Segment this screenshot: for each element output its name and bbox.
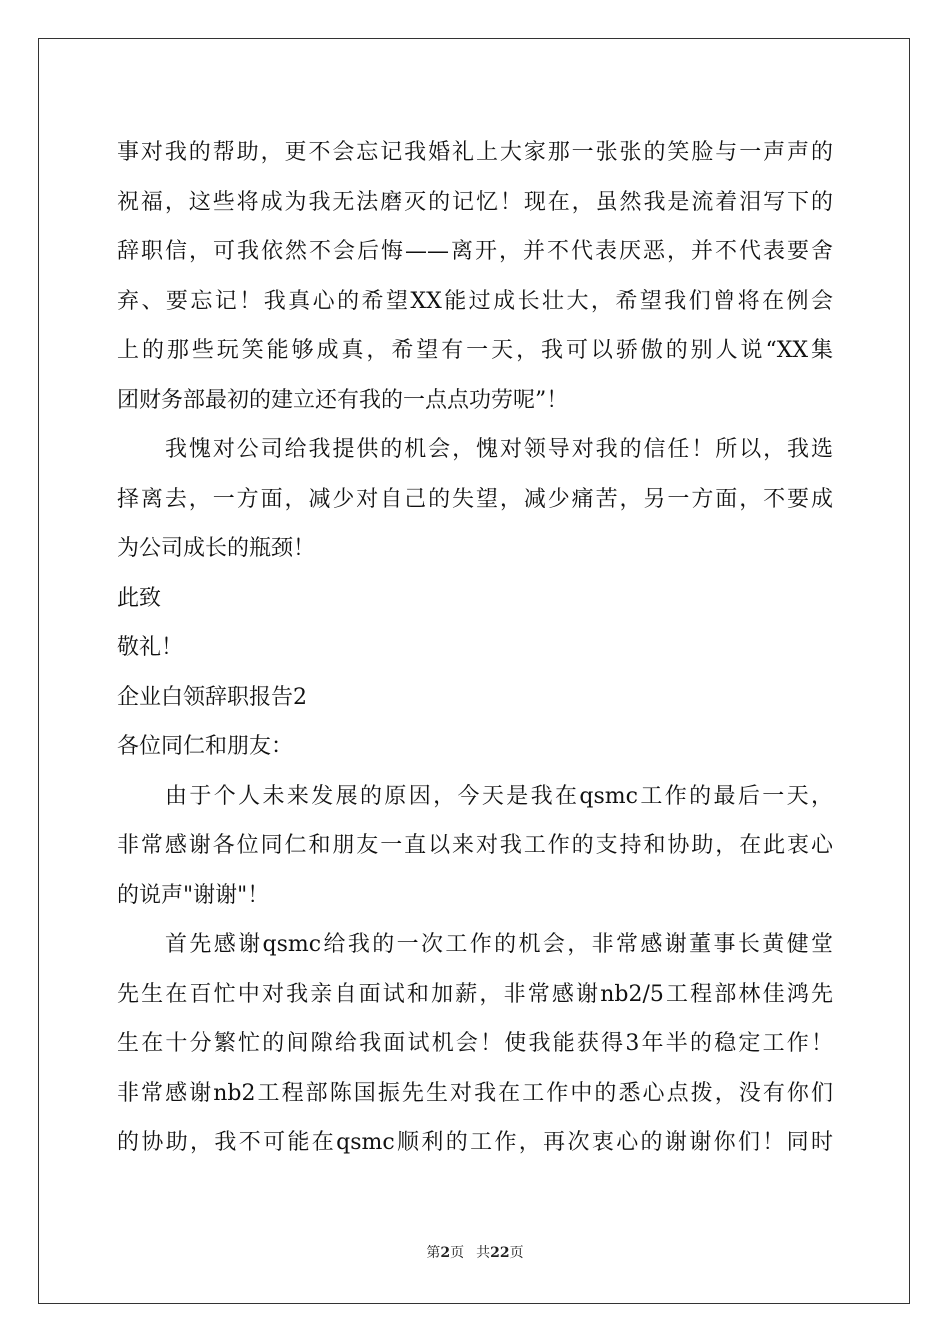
text-line: 为公司成长的瓶颈！ xyxy=(117,536,316,561)
footer-page-unit: 页 xyxy=(450,1245,465,1261)
footer-total-unit: 页 xyxy=(509,1245,524,1261)
text-line: 上的那些玩笑能够成真，希望有一天，我可以骄傲的别人说“XX集 xyxy=(117,338,833,363)
text-line: 择离去，一方面，减少对自己的失望，减少痛苦，另一方面，不要成 xyxy=(117,486,833,512)
page-footer xyxy=(0,1242,950,1262)
greeting-line: 各位同仁和朋友： xyxy=(117,734,294,759)
document-body xyxy=(117,128,833,1168)
text-line: 祝福，这些将成为我无法磨灭的记忆！现在，虽然我是流着泪写下的 xyxy=(117,189,833,215)
text-line: 辞职信，可我依然不会后悔——离开，并不代表厌恶，并不代表要舍 xyxy=(117,239,833,264)
paragraph-start-line: 首先感谢qsmc给我的一次工作的机会，非常感谢董事长黄健堂 xyxy=(165,932,833,957)
text-line: 团财务部最初的建立还有我的一点点功劳呢”！ xyxy=(117,387,569,413)
text-line: 非常感谢nb2工程部陈国振先生对我在工作中的悉心点拨，没有你们 xyxy=(117,1080,833,1106)
text-line: 弃、要忘记！我真心的希望XX能过成长壮大，希望我们曾将在例会 xyxy=(117,288,833,314)
text-line: 生在十分繁忙的间隙给我面试机会！使我能获得3年半的稳定工作！ xyxy=(117,1031,833,1056)
footer-prefix: 第 xyxy=(426,1245,441,1261)
closing-salutation: 此致 xyxy=(117,585,162,611)
text-line: 的说声"谢谢"！ xyxy=(117,882,270,908)
footer-total-prefix: 共 xyxy=(476,1245,491,1261)
text-line: 先生在百忙中对我亲自面试和加薪，非常感谢nb2/5工程部林佳鸿先 xyxy=(117,981,833,1007)
closing-regards: 敬礼！ xyxy=(117,635,184,660)
paragraph-start-line: 我愧对公司给我提供的机会，愧对领导对我的信任！所以，我选 xyxy=(165,437,833,462)
text-line: 的协助，我不可能在qsmc顺利的工作，再次衷心的谢谢你们！同时 xyxy=(117,1130,833,1155)
text-line: 事对我的帮助，更不会忘记我婚礼上大家那一张张的笑脸与一声声的 xyxy=(117,140,833,165)
total-page-count: 22 xyxy=(490,1245,510,1261)
current-page-number: 2 xyxy=(440,1245,451,1261)
text-line: 非常感谢各位同仁和朋友一直以来对我工作的支持和协助，在此衷心 xyxy=(117,833,833,858)
paragraph-start-line: 由于个人未来发展的原因，今天是我在qsmc工作的最后一天， xyxy=(165,783,833,809)
section-title: 企业白领辞职报告2 xyxy=(117,684,307,710)
